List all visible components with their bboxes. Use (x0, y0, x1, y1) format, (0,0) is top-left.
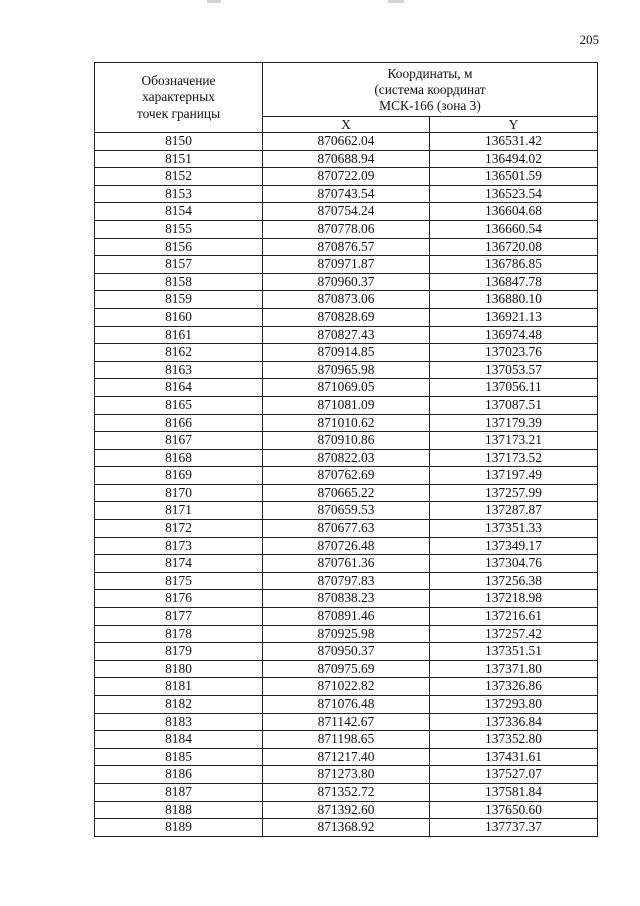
point-id-cell: 8177 (95, 608, 263, 626)
table-row (95, 660, 598, 678)
point-id-cell: 8161 (95, 326, 263, 344)
x-column-header: X (263, 117, 430, 133)
point-id-cell: 8169 (95, 467, 263, 485)
table-row (95, 678, 598, 696)
x-coordinate-cell: 871022.82 (263, 678, 430, 696)
point-id-cell: 8172 (95, 520, 263, 538)
table-row (95, 502, 598, 520)
table-row (95, 291, 598, 309)
x-coordinate-cell: 870726.48 (263, 537, 430, 555)
table-row (95, 643, 598, 661)
point-id-cell: 8162 (95, 344, 263, 362)
point-id-cell: 8153 (95, 185, 263, 203)
boundary-coordinates-table (94, 62, 598, 837)
table-row (95, 783, 598, 801)
table-row (95, 414, 598, 432)
table-row (95, 220, 598, 238)
table-row (95, 467, 598, 485)
header-line: (система координат (374, 81, 486, 97)
point-id-cell: 8165 (95, 396, 263, 414)
point-id-cell: 8159 (95, 291, 263, 309)
point-id-cell: 8181 (95, 678, 263, 696)
x-coordinate-cell: 870950.37 (263, 643, 430, 661)
y-coordinate-cell: 137351.51 (430, 643, 598, 661)
table-row (95, 766, 598, 784)
x-coordinate-cell: 870891.46 (263, 608, 430, 626)
y-coordinate-cell: 137304.76 (430, 555, 598, 573)
y-coordinate-cell: 137256.38 (430, 572, 598, 590)
y-coordinate-cell: 137173.52 (430, 449, 598, 467)
point-id-cell: 8178 (95, 625, 263, 643)
point-id-cell: 8185 (95, 748, 263, 766)
table-row (95, 273, 598, 291)
y-coordinate-cell: 137216.61 (430, 608, 598, 626)
x-coordinate-cell: 870828.69 (263, 308, 430, 326)
x-coordinate-cell: 871076.48 (263, 696, 430, 714)
x-coordinate-cell: 870743.54 (263, 185, 430, 203)
coordinates-header (263, 63, 598, 117)
x-coordinate-cell: 870762.69 (263, 467, 430, 485)
point-designation-header (95, 63, 263, 133)
y-coordinate-cell: 137173.21 (430, 432, 598, 450)
point-id-cell: 8186 (95, 766, 263, 784)
y-coordinate-cell: 137053.57 (430, 361, 598, 379)
point-id-cell: 8171 (95, 502, 263, 520)
table-row (95, 133, 598, 151)
point-id-cell: 8155 (95, 220, 263, 238)
point-id-cell: 8173 (95, 537, 263, 555)
x-coordinate-cell: 870659.53 (263, 502, 430, 520)
y-coordinate-cell: 137023.76 (430, 344, 598, 362)
table-row (95, 819, 598, 837)
x-coordinate-cell: 870971.87 (263, 256, 430, 274)
y-coordinate-cell: 137257.99 (430, 484, 598, 502)
x-coordinate-cell: 871010.62 (263, 414, 430, 432)
x-coordinate-cell: 870827.43 (263, 326, 430, 344)
table-row (95, 520, 598, 538)
y-coordinate-cell: 137336.84 (430, 713, 598, 731)
point-id-cell: 8158 (95, 273, 263, 291)
y-coordinate-cell: 137737.37 (430, 819, 598, 837)
table-body (95, 133, 598, 837)
x-coordinate-cell: 870965.98 (263, 361, 430, 379)
point-id-cell: 8154 (95, 203, 263, 221)
table-row (95, 731, 598, 749)
y-coordinate-cell: 136786.85 (430, 256, 598, 274)
y-coordinate-cell: 137352.80 (430, 731, 598, 749)
y-coordinate-cell: 137581.84 (430, 783, 598, 801)
x-coordinate-cell: 870665.22 (263, 484, 430, 502)
y-coordinate-cell: 136501.59 (430, 168, 598, 186)
table-row (95, 537, 598, 555)
x-coordinate-cell: 870797.83 (263, 572, 430, 590)
table-row (95, 432, 598, 450)
point-id-cell: 8166 (95, 414, 263, 432)
table-row (95, 590, 598, 608)
y-coordinate-cell: 137179.39 (430, 414, 598, 432)
x-coordinate-cell: 870761.36 (263, 555, 430, 573)
table-row (95, 555, 598, 573)
x-coordinate-cell: 871142.67 (263, 713, 430, 731)
x-coordinate-cell: 870688.94 (263, 150, 430, 168)
x-coordinate-cell: 871392.60 (263, 801, 430, 819)
table-row (95, 150, 598, 168)
x-coordinate-cell: 871352.72 (263, 783, 430, 801)
y-coordinate-cell: 136847.78 (430, 273, 598, 291)
header-line: точек границы (136, 105, 221, 121)
x-coordinate-cell: 870822.03 (263, 449, 430, 467)
scan-artifact (388, 0, 404, 3)
point-id-cell: 8175 (95, 572, 263, 590)
y-coordinate-cell: 136494.02 (430, 150, 598, 168)
table-row (95, 203, 598, 221)
y-coordinate-cell: 137326.86 (430, 678, 598, 696)
x-coordinate-cell: 870925.98 (263, 625, 430, 643)
x-coordinate-cell: 871081.09 (263, 396, 430, 414)
point-id-cell: 8184 (95, 731, 263, 749)
y-coordinate-cell: 137087.51 (430, 396, 598, 414)
y-coordinate-cell: 137351.33 (430, 520, 598, 538)
point-id-cell: 8189 (95, 819, 263, 837)
table-row (95, 449, 598, 467)
y-coordinate-cell: 137287.87 (430, 502, 598, 520)
point-id-cell: 8179 (95, 643, 263, 661)
point-id-cell: 8187 (95, 783, 263, 801)
point-id-cell: 8176 (95, 590, 263, 608)
point-id-cell: 8163 (95, 361, 263, 379)
table-row (95, 396, 598, 414)
x-coordinate-cell: 870662.04 (263, 133, 430, 151)
x-coordinate-cell: 870960.37 (263, 273, 430, 291)
header-line: характерных (142, 89, 215, 105)
table-row (95, 238, 598, 256)
y-coordinate-cell: 137650.60 (430, 801, 598, 819)
y-coordinate-cell: 136880.10 (430, 291, 598, 309)
y-coordinate-cell: 137371.80 (430, 660, 598, 678)
table-row (95, 696, 598, 714)
y-coordinate-cell: 137293.80 (430, 696, 598, 714)
table-row (95, 713, 598, 731)
table-header-row (95, 63, 598, 117)
table-row (95, 308, 598, 326)
x-coordinate-cell: 871273.80 (263, 766, 430, 784)
y-coordinate-cell: 137056.11 (430, 379, 598, 397)
point-id-cell: 8167 (95, 432, 263, 450)
y-coordinate-cell: 137431.61 (430, 748, 598, 766)
y-coordinate-cell: 137257.42 (430, 625, 598, 643)
x-coordinate-cell: 871217.40 (263, 748, 430, 766)
x-coordinate-cell: 871368.92 (263, 819, 430, 837)
table-row (95, 484, 598, 502)
x-coordinate-cell: 870873.06 (263, 291, 430, 309)
page-number: 205 (579, 32, 599, 47)
table-row (95, 168, 598, 186)
table-row (95, 361, 598, 379)
x-coordinate-cell: 870876.57 (263, 238, 430, 256)
point-id-cell: 8168 (95, 449, 263, 467)
x-coordinate-cell: 871069.05 (263, 379, 430, 397)
y-coordinate-cell: 137527.07 (430, 766, 598, 784)
point-id-cell: 8151 (95, 150, 263, 168)
y-coordinate-cell: 136660.54 (430, 220, 598, 238)
table-row (95, 625, 598, 643)
y-coordinate-cell: 136974.48 (430, 326, 598, 344)
y-column-header: Y (430, 117, 598, 133)
header-line: МСК-166 (зона 3) (379, 97, 481, 113)
x-coordinate-cell: 870838.23 (263, 590, 430, 608)
y-coordinate-cell: 137349.17 (430, 537, 598, 555)
x-coordinate-cell: 870677.63 (263, 520, 430, 538)
point-id-cell: 8160 (95, 308, 263, 326)
table-row (95, 801, 598, 819)
table-row (95, 344, 598, 362)
y-coordinate-cell: 136720.08 (430, 238, 598, 256)
point-id-cell: 8152 (95, 168, 263, 186)
point-id-cell: 8156 (95, 238, 263, 256)
y-coordinate-cell: 136921.13 (430, 308, 598, 326)
table-row (95, 256, 598, 274)
x-coordinate-cell: 870975.69 (263, 660, 430, 678)
table-row (95, 379, 598, 397)
point-id-cell: 8157 (95, 256, 263, 274)
x-coordinate-cell: 870910.86 (263, 432, 430, 450)
point-id-cell: 8170 (95, 484, 263, 502)
point-id-cell: 8180 (95, 660, 263, 678)
scan-artifact (207, 0, 221, 3)
point-id-cell: 8188 (95, 801, 263, 819)
point-id-cell: 8182 (95, 696, 263, 714)
header-line: Координаты, м (387, 65, 473, 81)
point-id-cell: 8174 (95, 555, 263, 573)
table-row (95, 572, 598, 590)
table-row (95, 326, 598, 344)
table-row (95, 608, 598, 626)
x-coordinate-cell: 870754.24 (263, 203, 430, 221)
y-coordinate-cell: 136523.54 (430, 185, 598, 203)
header-line: Обозначение (141, 72, 216, 88)
y-coordinate-cell: 137218.98 (430, 590, 598, 608)
y-coordinate-cell: 137197.49 (430, 467, 598, 485)
x-coordinate-cell: 870914.85 (263, 344, 430, 362)
table-row (95, 748, 598, 766)
point-id-cell: 8183 (95, 713, 263, 731)
x-coordinate-cell: 870778.06 (263, 220, 430, 238)
x-coordinate-cell: 870722.09 (263, 168, 430, 186)
x-coordinate-cell: 871198.65 (263, 731, 430, 749)
point-id-cell: 8164 (95, 379, 263, 397)
y-coordinate-cell: 136604.68 (430, 203, 598, 221)
table-row (95, 185, 598, 203)
y-coordinate-cell: 136531.42 (430, 133, 598, 151)
point-id-cell: 8150 (95, 133, 263, 151)
